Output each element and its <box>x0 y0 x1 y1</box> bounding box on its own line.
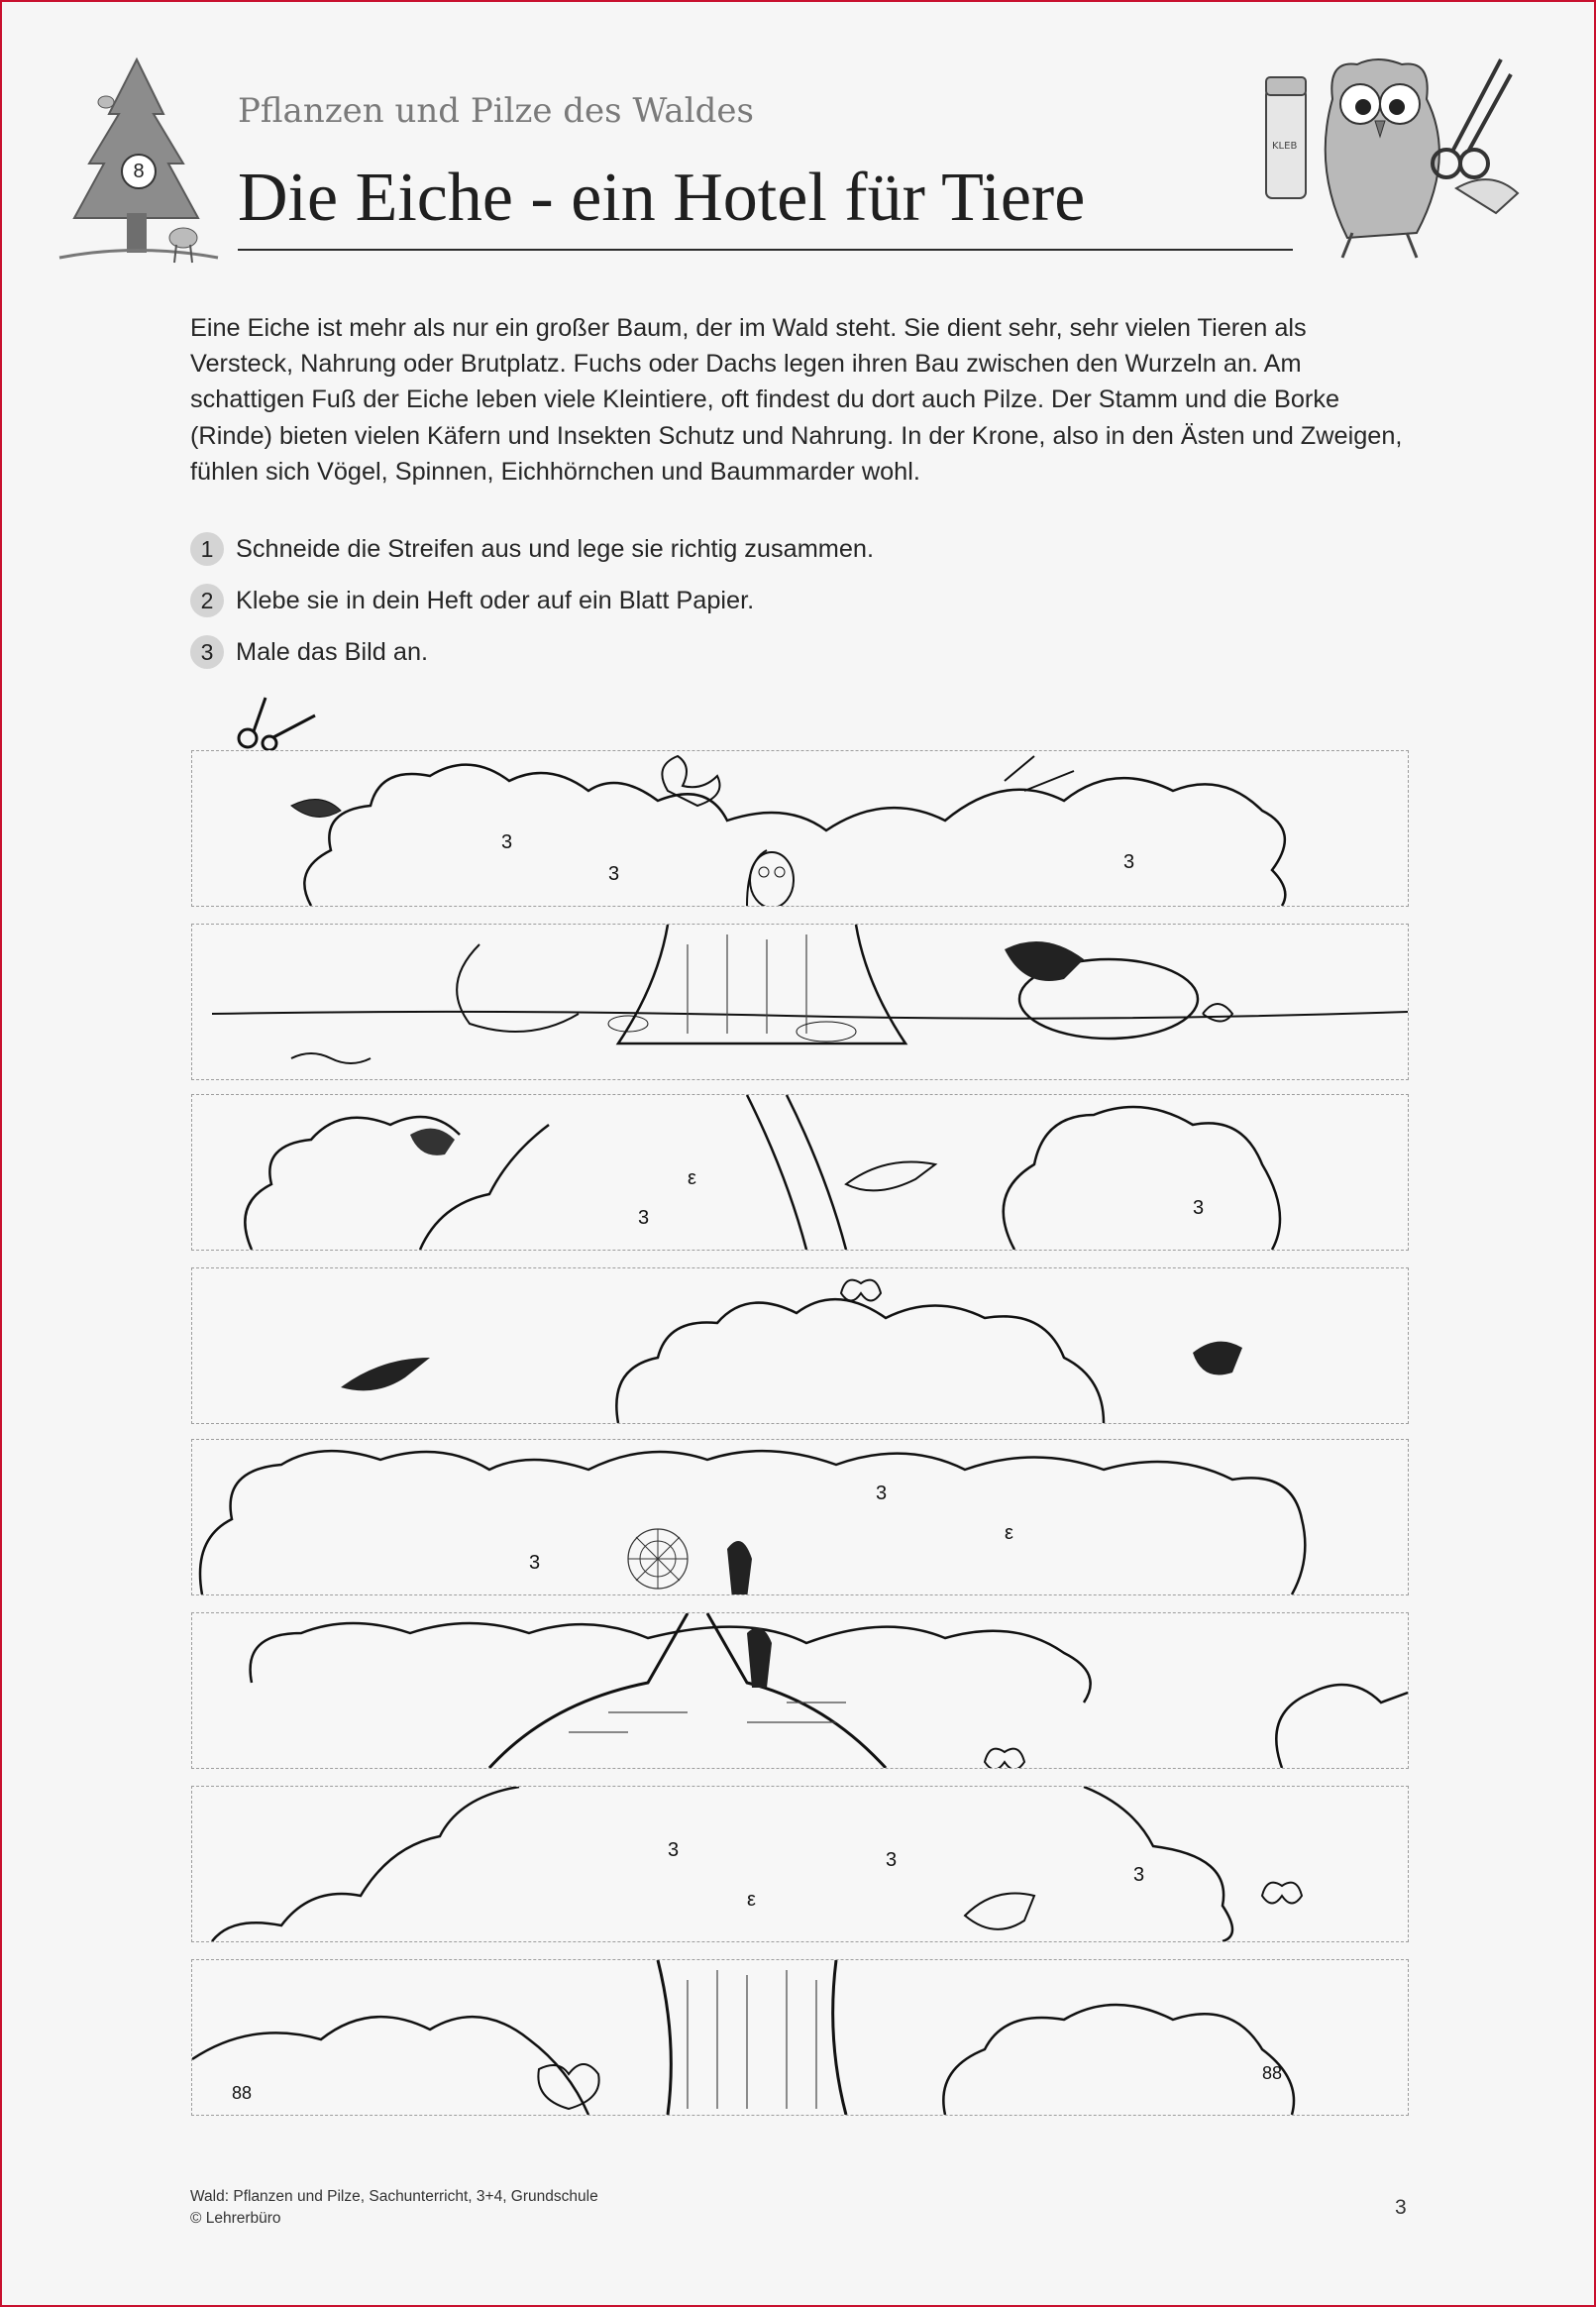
coloring-strip[interactable] <box>191 750 1409 907</box>
svg-text:ε: ε <box>688 1167 696 1189</box>
task-text: Klebe sie in dein Heft oder auf ein Blatt Papier. <box>236 586 755 614</box>
svg-text:KLEB: KLEB <box>1272 141 1298 152</box>
svg-text:3: 3 <box>501 831 513 853</box>
page-number: 3 <box>1395 2196 1407 2219</box>
page-title: Die Eiche - ein Hotel für Tiere <box>238 160 1086 236</box>
badge-number: 8 <box>121 154 157 189</box>
svg-text:88: 88 <box>232 2083 253 2103</box>
svg-text:3: 3 <box>1133 1864 1145 1886</box>
title-underline <box>238 249 1293 251</box>
task-text: Male das Bild an. <box>236 637 429 666</box>
svg-text:3: 3 <box>529 1552 541 1574</box>
scissors-icon <box>236 694 317 751</box>
task-item <box>190 575 874 626</box>
coloring-strip[interactable] <box>191 1959 1409 2116</box>
svg-text:88: 88 <box>1262 2063 1283 2083</box>
svg-text:3: 3 <box>876 1483 888 1504</box>
footer-source-line: Wald: Pflanzen und Pilze, Sachunterricht, 3+4, Grundschule <box>190 2188 598 2205</box>
svg-text:3: 3 <box>638 1207 650 1229</box>
svg-text:3: 3 <box>608 863 620 885</box>
intro-paragraph: Eine Eiche ist mehr als nur ein großer Baum, der im Wald steht. Sie dient sehr, sehr vielen Tieren als Versteck, Nahrung oder Brutplatz. Fuchs oder Dachs legen ihren Bau zwischen den Wurzeln an. Am schattigen Fuß der Eiche leben viele Kleintiere, oft findest du dort auch Pilze. Der Stamm und die Borke (Rinde) bieten vielen Käfern und Insekten Schutz und Nahrung. In der Krone, also in den Ästen und Zweigen, fühlen sich Vögel, Spinnen, Eichhörnchen und Baummarder wohl. <box>190 314 1403 486</box>
task-item <box>190 626 874 678</box>
coloring-strip[interactable] <box>191 1612 1409 1769</box>
footer-source <box>190 2186 598 2230</box>
task-number-badge: 2 <box>190 584 224 617</box>
svg-text:3: 3 <box>1123 851 1135 873</box>
coloring-strip[interactable] <box>191 1094 1409 1251</box>
coloring-strip[interactable] <box>191 1786 1409 1942</box>
owl-mascot-illustration <box>1258 50 1526 263</box>
task-number-badge: 3 <box>190 635 224 669</box>
coloring-strip[interactable] <box>191 1439 1409 1595</box>
task-text: Schneide die Streifen aus und lege sie richtig zusammen. <box>236 534 875 563</box>
svg-text:3: 3 <box>668 1839 680 1861</box>
svg-text:3: 3 <box>1193 1197 1205 1219</box>
svg-text:ε: ε <box>1005 1522 1013 1544</box>
task-number-badge: 1 <box>190 532 224 566</box>
svg-text:ε: ε <box>747 1889 756 1911</box>
coloring-strip[interactable] <box>191 1267 1409 1424</box>
task-list <box>190 523 874 678</box>
page-subtitle: Pflanzen und Pilze des Waldes <box>238 91 754 131</box>
svg-text:3: 3 <box>886 1849 898 1871</box>
coloring-strip[interactable] <box>191 924 1409 1080</box>
task-item <box>190 523 874 575</box>
footer-copyright: © Lehrerbüro <box>190 2210 281 2227</box>
